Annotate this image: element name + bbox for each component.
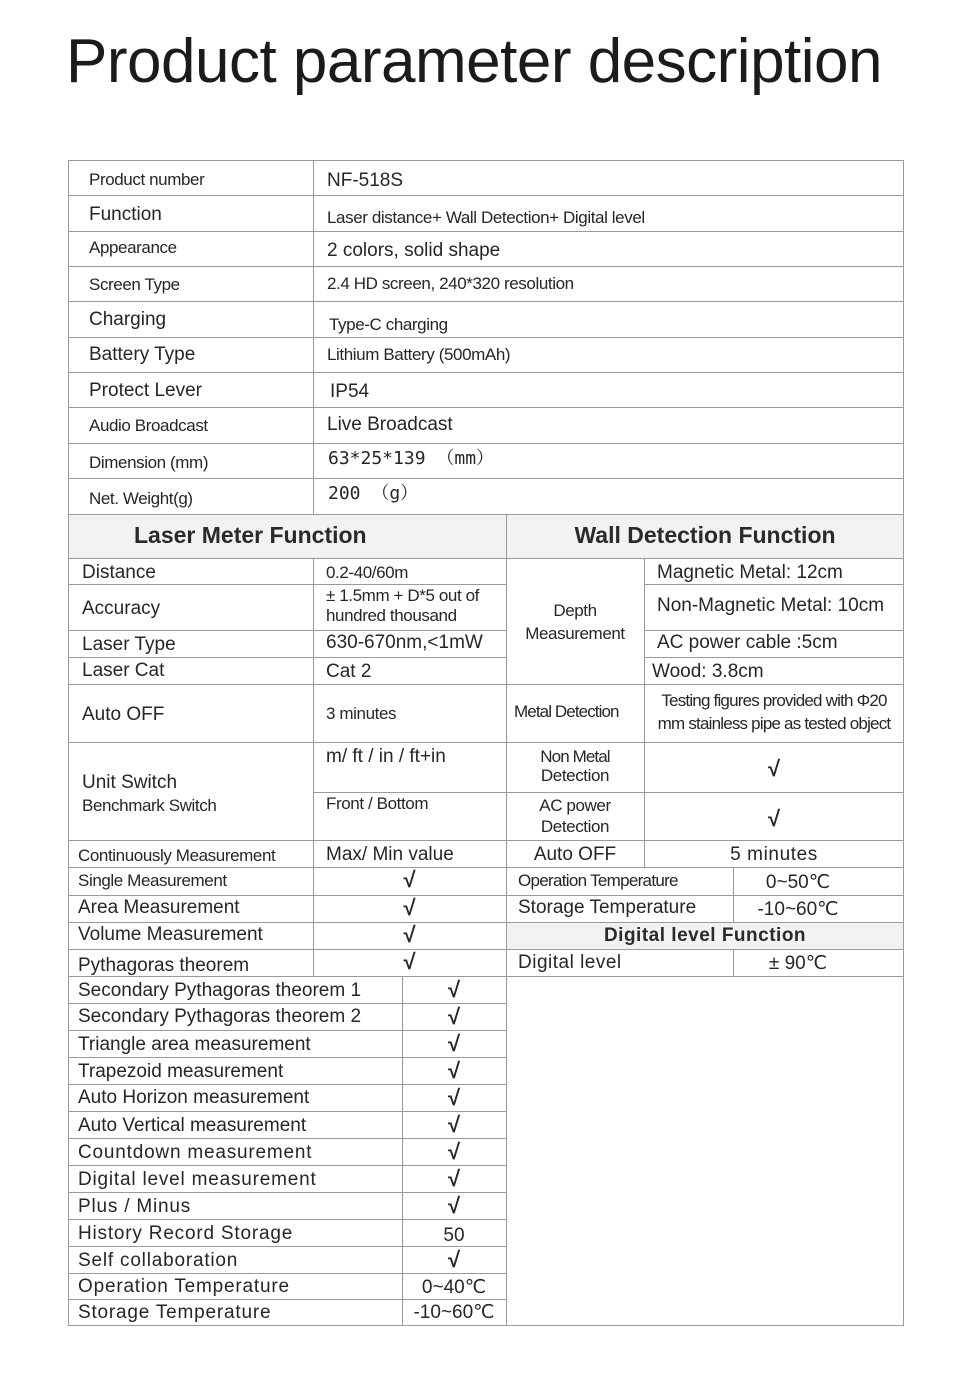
spec-value-protect-lever: IP54 [330, 381, 370, 402]
wall-metal-value-line2: mm stainless pipe as tested object [657, 714, 891, 733]
spec-label-product-number: Product number [89, 170, 205, 189]
wall-depth-wood: Wood: 3.8cm [652, 661, 764, 682]
laser-value-laser-cat: Cat 2 [326, 661, 372, 682]
spec-value-charging: Type-C charging [329, 315, 448, 334]
spec-value-net-weight: 200 （g） [328, 483, 419, 504]
laser2-label-history: History Record Storage [78, 1223, 294, 1244]
wall-depth-ac-cable: AC power cable :5cm [657, 632, 838, 653]
laser2-value-self-collab: √ [447, 1247, 461, 1272]
laser-value-laser-type: 630-670nm,<1mW [326, 632, 483, 653]
spec-label-net-weight: Net. Weight(g) [89, 489, 193, 508]
spec-label-protect-lever: Protect Lever [89, 380, 202, 401]
laser-value-pythagoras-check: √ [403, 949, 416, 974]
laser-label-single: Single Measurement [78, 871, 227, 890]
wall-metal-label: Metal Detection [514, 702, 619, 721]
laser2-label-auto-vertical: Auto Vertical measurement [78, 1115, 307, 1136]
spec-value-appearance: 2 colors, solid shape [327, 240, 501, 261]
laser2-label-st-temp: Storage Temperature [78, 1302, 272, 1323]
laser-value-auto-off: 3 minutes [326, 704, 397, 723]
wall-sttemp-label: Storage Temperature [518, 897, 697, 918]
laser2-value-trapezoid: √ [447, 1058, 461, 1083]
digital-level-header: Digital level Function [603, 925, 807, 946]
spec-value-product-number: NF-518S [327, 170, 404, 191]
spec-label-function: Function [89, 204, 162, 225]
laser-value-single-check: √ [403, 867, 416, 892]
parameter-table [68, 160, 904, 1326]
wall-depth-non-magnetic: Non-Magnetic Metal: 10cm [657, 595, 885, 616]
spec-value-function: Laser distance+ Wall Detection+ Digital level [327, 208, 645, 227]
laser-value-volume-check: √ [403, 922, 416, 947]
wall-depth-label-line2: Measurement [525, 624, 625, 643]
wall-detection-header: Wall Detection Function [574, 522, 836, 548]
laser-label-laser-cat: Laser Cat [82, 660, 165, 681]
laser2-value-auto-horizon: √ [447, 1085, 461, 1110]
laser2-value-countdown: √ [447, 1139, 461, 1164]
laser-label-laser-type: Laser Type [82, 634, 176, 655]
laser-value-area-check: √ [403, 895, 416, 920]
laser-meter-header: Laser Meter Function [134, 522, 367, 548]
spec-label-screen-type: Screen Type [89, 275, 180, 294]
wall-depth-magnetic: Magnetic Metal: 12cm [657, 562, 843, 583]
wall-metal-value-line1: Testing figures provided with Φ20 [661, 691, 887, 710]
laser-label-volume: Volume Measurement [78, 924, 263, 945]
wall-autooff-value: 5 minutes [730, 844, 818, 865]
laser2-value-history: 50 [443, 1225, 465, 1246]
wall-nonmetal-label-line1: Non Metal [540, 747, 610, 766]
spec-label-charging: Charging [89, 309, 167, 330]
laser2-label-plus-minus: Plus / Minus [78, 1196, 192, 1217]
laser2-label-trapezoid: Trapezoid measurement [78, 1061, 284, 1082]
spec-value-dimension: 63*25*139 （mm） [328, 448, 495, 469]
laser-value-accuracy-line2: hundred thousand [326, 606, 457, 625]
laser-label-distance: Distance [82, 562, 156, 583]
spec-value-audio-broadcast: Live Broadcast [327, 414, 453, 435]
laser-value-distance: 0.2-40/60m [326, 563, 408, 582]
page-title: Product parameter description [66, 27, 883, 96]
laser2-value-st-temp: -10~60℃ [413, 1302, 495, 1323]
spec-value-screen-type: 2.4 HD screen, 240*320 resolution [327, 274, 574, 293]
laser-value-accuracy-line1: ± 1.5mm + D*5 out of [326, 586, 479, 605]
spec-label-appearance: Appearance [89, 238, 177, 257]
laser2-value-op-temp: 0~40℃ [421, 1277, 487, 1298]
digital-level-label: Digital level [518, 952, 622, 973]
laser2-value-secondary-1: √ [447, 977, 461, 1002]
laser-value-benchmark-switch: Front / Bottom [326, 794, 429, 813]
laser-label-benchmark-switch: Benchmark Switch [82, 796, 217, 815]
spec-label-battery-type: Battery Type [89, 344, 196, 365]
laser2-label-triangle: Triangle area measurement [78, 1034, 311, 1055]
laser2-value-triangle: √ [447, 1031, 461, 1056]
laser2-value-plus-minus: √ [447, 1193, 461, 1218]
wall-sttemp-value: -10~60℃ [757, 899, 839, 920]
laser-label-unit-switch: Unit Switch [82, 772, 178, 793]
wall-ac-check: √ [767, 806, 781, 831]
laser-label-area: Area Measurement [78, 897, 240, 918]
wall-optemp-label: Operation Temperature [518, 871, 678, 890]
wall-depth-label-line1: Depth [553, 601, 597, 620]
laser2-label-countdown: Countdown measurement [78, 1142, 313, 1163]
laser-label-auto-off: Auto OFF [82, 704, 165, 725]
laser-label-pythagoras: Pythagoras theorem [78, 955, 250, 976]
wall-nonmetal-label-line2: Detection [540, 766, 610, 785]
wall-ac-label-line2: Detection [540, 817, 610, 836]
laser2-label-self-collab: Self collaboration [78, 1250, 239, 1271]
laser-label-accuracy: Accuracy [82, 598, 161, 619]
laser2-label-secondary-2: Secondary Pythagoras theorem 2 [78, 1006, 362, 1027]
laser2-label-op-temp: Operation Temperature [78, 1276, 290, 1297]
laser2-label-auto-horizon: Auto Horizon measurement [78, 1087, 310, 1108]
spec-label-dimension: Dimension (mm) [89, 453, 209, 472]
wall-nonmetal-check: √ [767, 756, 781, 781]
wall-autooff-label: Auto OFF [533, 844, 617, 865]
wall-optemp-value: 0~50℃ [765, 872, 831, 893]
laser2-value-digital-level: √ [447, 1166, 461, 1191]
wall-ac-label-line1: AC power [539, 796, 611, 815]
laser-value-continuous: Max/ Min value [326, 844, 454, 865]
laser2-label-secondary-1: Secondary Pythagoras theorem 1 [78, 980, 362, 1001]
spec-label-audio-broadcast: Audio Broadcast [89, 416, 208, 435]
digital-level-value: ± 90℃ [768, 953, 828, 974]
laser2-value-auto-vertical: √ [447, 1112, 461, 1137]
laser-label-continuous: Continuously Measurement [78, 846, 276, 865]
laser2-label-digital-level: Digital level measurement [78, 1169, 317, 1190]
laser2-value-secondary-2: √ [447, 1004, 461, 1029]
laser-value-unit-switch: m/ ft / in / ft+in [326, 746, 446, 767]
spec-value-battery-type: Lithium Battery (500mAh) [327, 345, 511, 364]
